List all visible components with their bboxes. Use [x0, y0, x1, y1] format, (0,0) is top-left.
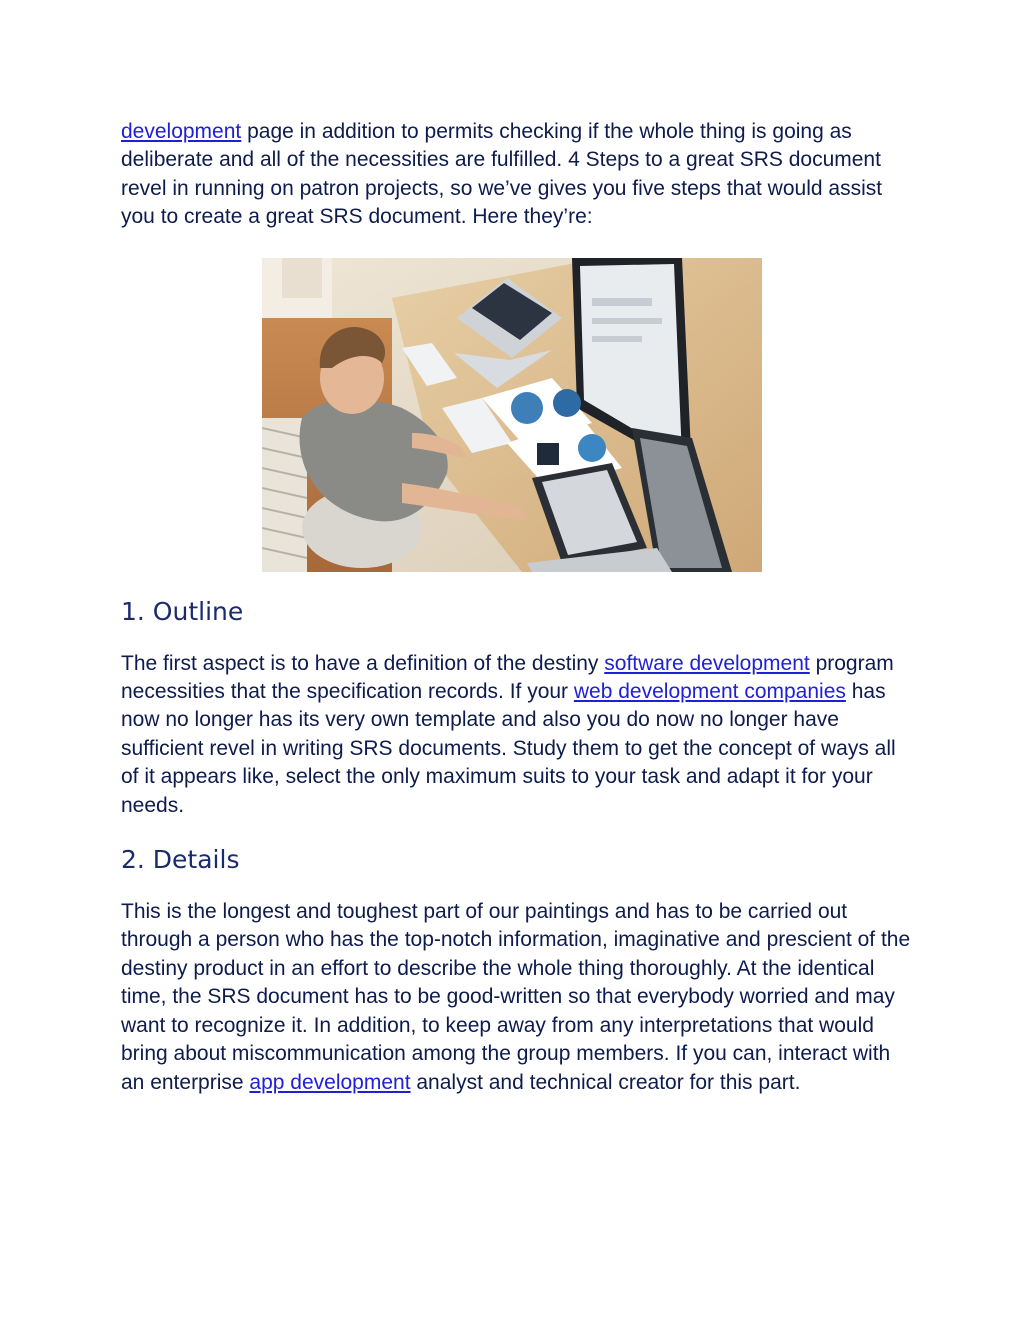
outline-paragraph	[121, 650, 911, 820]
details-heading: 2. Details	[121, 845, 240, 875]
outline-text-3: has now no longer has its very own template and also you do now no longer have sufficient revel in writing SRS documents. Study them to get the concept of ways all of it appears like, select the only maximum suits to your task and adapt it for your needs.	[121, 680, 896, 817]
outline-heading: 1. Outline	[121, 596, 244, 626]
software-development-link[interactable]: software development	[604, 651, 810, 675]
outline-text-1: The first aspect is to have a definition of the destiny	[121, 651, 605, 675]
web-development-companies-link[interactable]: web development companies	[573, 680, 846, 704]
details-paragraph	[121, 898, 911, 1097]
document-page	[121, 118, 911, 1097]
intro-text: page in addition to permits checking if the whole thing is going as deliberate and all of the necessities are fulfilled. 4 Steps to a great SRS document revel in running on patron projects, so we’ve gives you five steps that would assist you to create a great SRS document. Here they’re:	[121, 120, 883, 229]
details-text-1: This is the longest and toughest part of our paintings and has to be carried out through a person who has the top-notch information, imaginative and prescient of the destiny product in an effort to describe the whole thing thoroughly. At the identical time, the SRS document has to be good-written so that everybody worried and may want to recognize it. In addition, to keep away from any interpretations that would bring about miscommunication among the group members. If you can, interact with an enterprise	[121, 900, 911, 1094]
outline-text-2: program necessities that the specification records. If your	[121, 651, 894, 704]
intro-paragraph	[121, 118, 911, 232]
app-development-link[interactable]: app development	[249, 1070, 411, 1094]
development-link[interactable]: development	[121, 120, 242, 143]
desk-photo	[262, 258, 762, 572]
details-text-2: analyst and technical creator for this part.	[410, 1070, 801, 1094]
